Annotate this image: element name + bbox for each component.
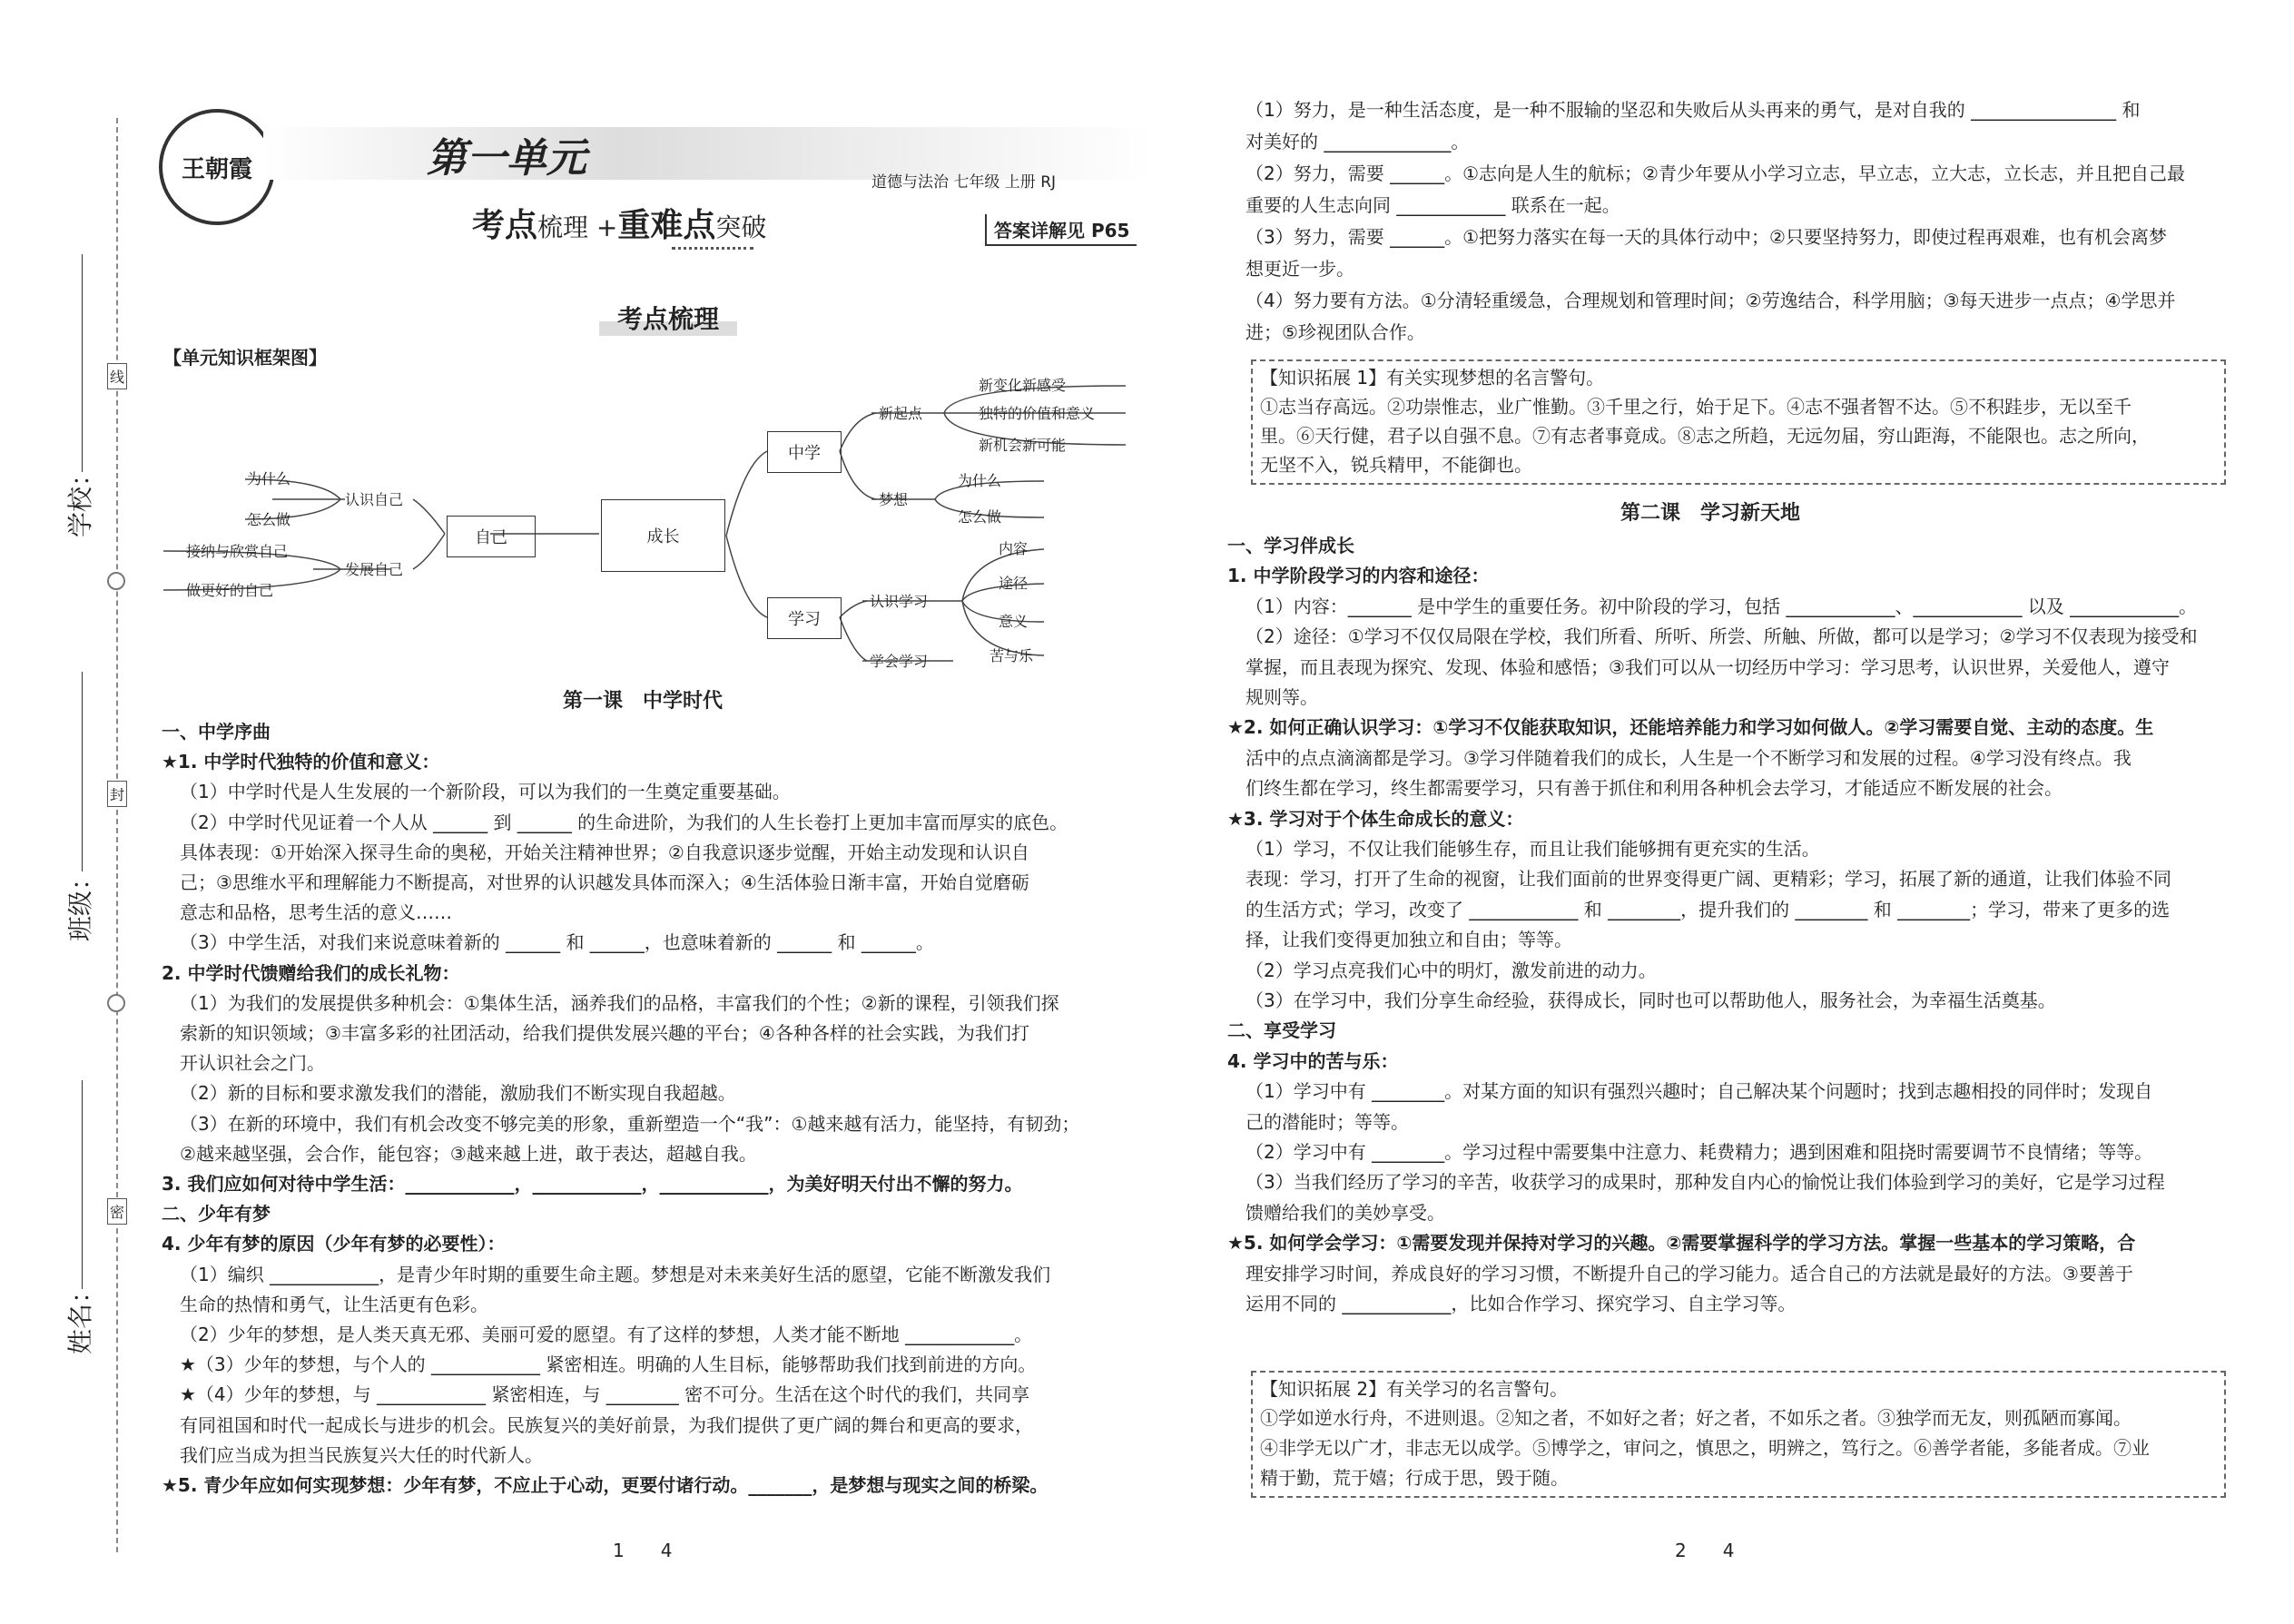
text-line: 掌握，而且表现为探究、发现、体验和感悟；③我们可以从一切经历中学习：学习思考，认识世界，关爱他人，遵守 bbox=[1245, 655, 2170, 678]
unit-title: 第一单元 bbox=[427, 135, 586, 182]
quote-line: ④非学无以广才，非志无以成学。⑤博学之，审问之，慎思之，明辨之，笃行之。⑥善学者能，多能者成。⑦业 bbox=[1260, 1437, 2150, 1459]
mindmap-d1: 为什么 bbox=[958, 472, 1002, 489]
mindmap-s4: 苦与乐 bbox=[989, 647, 1034, 664]
text-line: 进；⑤珍视团队合作。 bbox=[1245, 321, 1425, 343]
mindmap-know-self: 认识自己 bbox=[345, 491, 404, 508]
seal-mark-mi: 密 bbox=[107, 1198, 127, 1225]
text-line: 己；③思维水平和理解能力不断提高，对世界的认识越发具体而深入；④生活体验日渐丰富，开始自觉磨砺 bbox=[180, 871, 1029, 893]
text-line: 索新的知识领域；③丰富多彩的社团活动，给我们提供发展兴趣的平台；④各种各样的社会实践，为我们打 bbox=[180, 1022, 1029, 1044]
page-number-right: 2 4 bbox=[1675, 1540, 1735, 1561]
text-line: （1）编织 ____________，是青少年时期的重要生命主题。梦想是对未来美好生活的愿望，它能不断激发我们 bbox=[180, 1263, 1051, 1285]
school-label: 学校： bbox=[65, 460, 96, 538]
mindmap-s2: 途径 bbox=[999, 575, 1029, 592]
subtitle-d: 突破 bbox=[715, 212, 767, 242]
text-line: 2. 中学时代馈赠给我们的成长礼物： bbox=[162, 961, 460, 984]
text-line: 一、学习伴成长 bbox=[1227, 535, 1354, 556]
mindmap-node-middle: 中学 bbox=[767, 431, 842, 473]
text-line: ★2. 如何正确认识学习：①学习不仅能获取知识，还能培养能力和学习如何做人。②学习需要自觉、主动的态度。生 bbox=[1227, 716, 2154, 739]
text-line: 们终生都在学习，终生都需要学习，只有善于抓住和利用各种机会去学习，才能适应不断发展的社会。 bbox=[1245, 777, 2063, 800]
text-line: 有同祖国和时代一起成长与进步的机会。民族复兴的美好前景，为我们提供了更广阔的舞台和更高的要求， bbox=[180, 1413, 1033, 1436]
text-line: 具体表现：①开始深入探寻生命的奥秘，开始关注精神世界；②自我意识逐步觉醒，开始主动发现和认识自 bbox=[180, 841, 1029, 863]
text-line: 表现：学习，打开了生命的视窗，让我们面前的世界变得更广阔、更精彩；学习，拓展了新的通道，让我们体验不同 bbox=[1245, 868, 2171, 891]
text-line: 馈赠给我们的美妙享受。 bbox=[1245, 1201, 1445, 1224]
mindmap-why: 为什么 bbox=[247, 470, 291, 487]
text-line: 重要的人生志向同 ____________ 联系在一起。 bbox=[1245, 194, 1620, 216]
text-line: （1）内容：_______ 是中学生的重要任务。初中阶段的学习，包括 ____________、____________ 以及 ____________。 bbox=[1245, 595, 2198, 617]
subtitle-a: 考点 bbox=[472, 207, 538, 244]
mindmap-accept: 接纳与欣赏自己 bbox=[186, 543, 289, 560]
text-line: 运用不同的 ____________，比如合作学习、探究学习、自主学习等。 bbox=[1245, 1293, 1797, 1314]
mindmap-dev-self: 发展自己 bbox=[345, 561, 404, 578]
mindmap-s3: 意义 bbox=[999, 613, 1029, 630]
text-line: （2）新的目标和要求激发我们的潜能，激励我们不断实现自我超越。 bbox=[180, 1082, 736, 1105]
text-line: 想更近一步。 bbox=[1245, 258, 1354, 280]
text-line: 1. 中学阶段学习的内容和途径： bbox=[1227, 565, 1490, 587]
text-line: 一、中学序曲 bbox=[162, 721, 271, 743]
mindmap-dream: 梦想 bbox=[879, 491, 909, 508]
quote-line: ①志当存高远。②功崇惟志，业广惟勤。③千里之行，始于足下。④志不强者智不达。⑤不积跬步，无以至千 bbox=[1260, 396, 2132, 418]
text-line: （3）努力，需要 ______。①把努力落实在每一天的具体行动中；②只要坚持努力，即使过程再艰难，也有机会离梦 bbox=[1245, 226, 2167, 248]
text-line: （2）学习中有 ________。学习过程中需要集中注意力、耗费精力；遇到困难和阻挠时需要调节不良情绪；等等。 bbox=[1245, 1141, 2153, 1163]
circle-mark bbox=[107, 994, 125, 1012]
subtitle-c: 重难点 bbox=[617, 207, 716, 244]
seal-mark-feng: 封 bbox=[107, 781, 127, 807]
text-line: ★5. 青少年应如何实现梦想：少年有梦，不应止于心动，更要付诸行动。_______，是梦想与现实之间的桥梁。 bbox=[162, 1474, 1049, 1496]
text-line: （2）努力，需要 ______。①志向是人生的航标；②青少年要从小学习立志，早立志，立大志，立长志，并且把自己最 bbox=[1245, 162, 2185, 184]
text-line: ★3. 学习对于个体生命成长的意义： bbox=[1227, 807, 1524, 830]
text-line: 开认识社会之门。 bbox=[180, 1052, 325, 1075]
text-line: 二、少年有梦 bbox=[162, 1203, 271, 1225]
quote-line: 无坚不入，锐兵精甲，不能御也。 bbox=[1260, 454, 1532, 476]
logo-text: 王朝霞 bbox=[181, 155, 252, 183]
text-line: 二、享受学习 bbox=[1227, 1019, 1336, 1042]
text-line: （2）少年的梦想，是人类天真无邪、美丽可爱的愿望。有了这样的梦想，人类才能不断地 ____________。 bbox=[180, 1324, 1033, 1345]
mindmap-n2: 独特的价值和意义 bbox=[979, 405, 1096, 422]
quote-line: ①学如逆水行舟，不进则退。②知之者，不如好之者；好之者，不如乐之者。③独学而无友，则孤陋而寡闻。 bbox=[1260, 1407, 2132, 1429]
text-line: 意志和品格，思考生活的意义…… bbox=[180, 901, 452, 924]
text-line: （2）中学时代见证着一个人从 ______ 到 ______ 的生命进阶，为我们的人生长卷打上更加丰富而厚实的底色。 bbox=[180, 811, 1068, 833]
mindmap-node-study: 学习 bbox=[767, 597, 842, 639]
extension-1-title: 【知识拓展 1】有关实现梦想的名言警句。 bbox=[1260, 367, 1605, 389]
text-line: ★5. 如何学会学习：①需要发现并保持对学习的兴趣。②需要掌握科学的学习方法。掌握一些基本的学习策略，合 bbox=[1227, 1232, 2136, 1255]
text-line: ★（3）少年的梦想，与个人的 ____________ 紧密相连。明确的人生目标，能够帮助我们找到前进的方向。 bbox=[180, 1353, 1037, 1376]
text-line: （1）学习，不仅让我们能够生存，而且让我们能够拥有更充实的生活。 bbox=[1245, 838, 1820, 860]
lesson-1-title: 第一课 中学时代 bbox=[563, 690, 724, 713]
seal-mark-xian: 线 bbox=[107, 363, 127, 389]
text-line: 生命的热情和勇气，让生活更有色彩。 bbox=[180, 1293, 488, 1315]
extension-2-title: 【知识拓展 2】有关学习的名言警句。 bbox=[1260, 1378, 1569, 1400]
lesson-2-title: 第二课 学习新天地 bbox=[1620, 502, 1801, 525]
text-line: 择，让我们变得更加独立和自由；等等。 bbox=[1245, 929, 1572, 951]
mindmap-n1: 新变化新感受 bbox=[979, 377, 1067, 394]
mindmap-d2: 怎么做 bbox=[958, 508, 1002, 526]
text-line: （3）中学生活，对我们来说意味着新的 ______ 和 ______，也意味着新的 ______ 和 ______。 bbox=[180, 931, 934, 954]
framework-label: 【单元知识框架图】 bbox=[163, 347, 327, 369]
text-line: 我们应当成为担当民族复兴大任的时代新人。 bbox=[180, 1443, 543, 1466]
quote-line: 精于勤，荒于嬉；行成于思，毁于随。 bbox=[1260, 1467, 1569, 1489]
text-line: （2）途径：①学习不仅仅局限在学校，我们所看、所听、所尝、所触、所做，都可以是学习；②学习不仅表现为接受和 bbox=[1245, 625, 2198, 648]
text-line: 4. 学习中的苦与乐： bbox=[1227, 1049, 1399, 1072]
text-line: （2）学习点亮我们心中的明灯，激发前进的动力。 bbox=[1245, 959, 1657, 981]
text-line: 3. 我们应如何对待中学生活：____________，____________，____________，为美好明天付出不懈的努力。 bbox=[162, 1173, 1023, 1195]
class-label: 班级： bbox=[65, 864, 96, 942]
section-title: 考点梳理 bbox=[599, 300, 737, 336]
text-line: （1）为我们的发展提供多种机会：①集体生活，涵养我们的品格，丰富我们的个性；②新的课程，引领我们探 bbox=[180, 991, 1059, 1014]
quote-line: 里。⑥天行健，君子以自强不息。⑦有志者事竟成。⑧志之所趋，无远勿届，穷山距海，不能限也。志之所向， bbox=[1260, 425, 2150, 447]
subtitle-b: 梳理 + bbox=[537, 212, 618, 242]
mindmap-how: 怎么做 bbox=[247, 511, 291, 528]
text-line: 规则等。 bbox=[1245, 686, 1318, 708]
class-line bbox=[82, 672, 83, 871]
mindmap-better: 做更好的自己 bbox=[186, 582, 274, 599]
name-line bbox=[82, 1080, 83, 1289]
mindmap-n3: 新机会新可能 bbox=[979, 437, 1067, 454]
text-line: ②越来越坚强，会合作，能包容；③越来越上进，敢于表达，超越自我。 bbox=[180, 1142, 757, 1165]
mindmap-s1: 内容 bbox=[999, 540, 1029, 557]
text-line: （4）努力要有方法。①分清轻重缓急，合理规划和管理时间；②劳逸结合，科学用脑；③每天进步一点点；④学思并 bbox=[1245, 290, 2176, 311]
text-line: 理安排学习时间，养成良好的学习习惯，不断提升自己的学习能力。适合自己的方法就是最好的方法。③要善于 bbox=[1245, 1262, 2133, 1284]
text-line: （1）努力，是一种生活态度，是一种不服输的坚忍和失败后从头再来的勇气，是对自我的 ________________ 和 bbox=[1245, 99, 2141, 121]
text-line: ★（4）少年的梦想，与 ____________ 紧密相连，与 ________ 密不可分。生活在这个时代的我们，共同享 bbox=[180, 1383, 1030, 1406]
text-line: 活中的点点滴滴都是学习。③学习伴随着我们的成长，人生是一个不断学习和发展的过程。④学习没有终点。我 bbox=[1245, 746, 2132, 769]
text-line: 的生活方式；学习，改变了 ____________ 和 ________，提升我们的 ________ 和 ________；学习，带来了更多的选 bbox=[1245, 898, 2171, 920]
name-label: 姓名： bbox=[65, 1277, 96, 1355]
page-number-left: 1 4 bbox=[613, 1540, 673, 1561]
text-line: 4. 少年有梦的原因（少年有梦的必要性）： bbox=[162, 1233, 506, 1255]
mindmap-node-growth: 成长 bbox=[601, 499, 725, 572]
course-label: 道德与法治 七年级 上册 RJ bbox=[871, 173, 1057, 192]
text-line: 己的潜能时；等等。 bbox=[1245, 1110, 1409, 1133]
mindmap-learn-study: 学会学习 bbox=[870, 653, 929, 670]
text-line: （3）在学习中，我们分享生命经验，获得成长，同时也可以帮助他人，服务社会，为幸福生活奠基。 bbox=[1245, 989, 2056, 1011]
mindmap-know-study: 认识学习 bbox=[870, 593, 929, 610]
text-line: （3）在新的环境中，我们有机会改变不够完美的形象，重新塑造一个“我”：①越来越有活力，能坚持，有韧劲； bbox=[180, 1112, 1080, 1135]
text-line: （1）中学时代是人生发展的一个新阶段，可以为我们的一生奠定重要基础。 bbox=[180, 781, 791, 803]
mindmap-new-start: 新起点 bbox=[879, 405, 923, 422]
answer-ref: 答案详解见 P65 bbox=[985, 214, 1137, 246]
text-line: （1）学习中有 ________。对某方面的知识有强烈兴趣时；自己解决某个问题时；找到志趣相投的同伴时；发现自 bbox=[1245, 1080, 2153, 1103]
mindmap-node-self: 自己 bbox=[447, 516, 536, 557]
text-line: ★1. 中学时代独特的价值和意义： bbox=[162, 751, 440, 773]
text-line: （3）当我们经历了学习的辛苦，收获学习的成果时，那种发自内心的愉悦让我们体验到学习的美好，它是学习过程 bbox=[1245, 1171, 2165, 1194]
text-line: 对美好的 ______________。 bbox=[1245, 131, 1470, 153]
